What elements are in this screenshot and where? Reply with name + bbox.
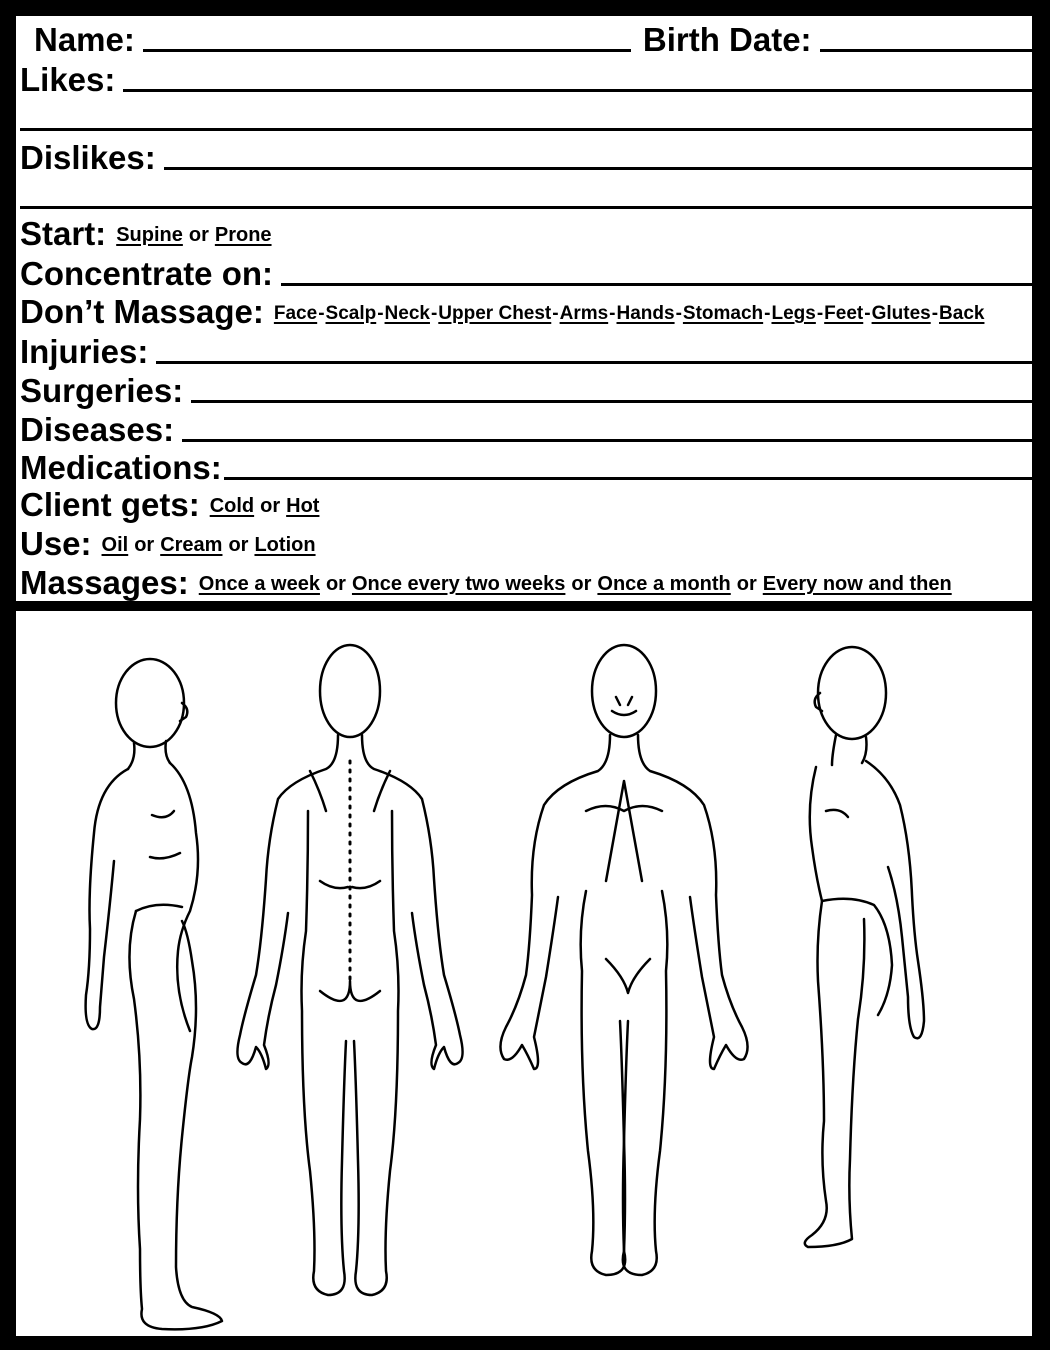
diseases-row	[20, 406, 1032, 446]
part-arms[interactable]: Arms	[559, 303, 609, 324]
likes-field-line-2[interactable]	[20, 128, 1032, 131]
part-neck[interactable]: Neck	[384, 303, 430, 324]
injuries-label: Injuries:	[20, 333, 149, 370]
part-hands[interactable]: Hands	[616, 303, 675, 324]
birth-date-field[interactable]	[820, 49, 1032, 52]
part-scalp[interactable]: Scalp	[325, 303, 377, 324]
concentrate-row	[20, 250, 1032, 290]
start-label: Start:	[20, 215, 107, 252]
part-face[interactable]: Face	[273, 303, 318, 324]
birth-date-label: Birth Date:	[642, 21, 812, 58]
use-row	[20, 522, 1032, 560]
dont-massage-label: Don’t Massage:	[20, 293, 264, 330]
figure-front[interactable]	[500, 645, 747, 1275]
massages-weekly[interactable]: Once a week	[198, 573, 320, 595]
figure-side-right[interactable]	[805, 647, 924, 1247]
or-text: or	[188, 224, 209, 246]
figure-side-left[interactable]	[86, 659, 222, 1329]
dislikes-field-line-2[interactable]	[20, 206, 1032, 209]
medications-field[interactable]	[224, 477, 1032, 480]
name-label: Name:	[34, 21, 135, 58]
part-glutes[interactable]: Glutes	[871, 303, 931, 324]
dislikes-row	[20, 134, 1032, 174]
injuries-row	[20, 328, 1032, 368]
start-option-prone[interactable]: Prone	[214, 224, 272, 246]
intake-form	[16, 16, 1032, 601]
likes-field[interactable]	[123, 89, 1032, 92]
start-row	[20, 212, 1032, 250]
start-option-supine[interactable]: Supine	[116, 224, 183, 246]
use-options: Oil or Cream or Lotion	[101, 534, 316, 556]
part-feet[interactable]: Feet	[824, 303, 864, 324]
client-gets-hot[interactable]: Hot	[286, 495, 320, 517]
part-back[interactable]: Back	[939, 303, 985, 324]
part-upper-chest[interactable]: Upper Chest	[438, 303, 552, 324]
name-field[interactable]	[143, 49, 631, 52]
dislikes-field[interactable]	[164, 167, 1032, 170]
part-legs[interactable]: Legs	[771, 303, 816, 324]
dont-massage-row	[20, 290, 1032, 328]
use-cream[interactable]: Cream	[160, 534, 223, 556]
surgeries-label: Surgeries:	[20, 372, 184, 409]
massages-row	[20, 561, 1032, 599]
likes-label: Likes:	[20, 61, 116, 98]
figure-back[interactable]	[237, 645, 462, 1295]
name-row	[34, 16, 1032, 56]
start-options	[116, 224, 271, 247]
diseases-field[interactable]	[182, 439, 1032, 442]
massages-label: Massages:	[20, 564, 189, 601]
likes-row	[20, 56, 1032, 96]
massages-options: Once a week or Once every two weeks or Once a month or Every now and then	[198, 573, 952, 595]
surgeries-field[interactable]	[191, 400, 1032, 403]
use-label: Use:	[20, 525, 92, 562]
client-gets-options: Cold or Hot	[209, 495, 320, 517]
massages-monthly[interactable]: Once a month	[597, 573, 731, 595]
client-gets-row	[20, 483, 1032, 521]
client-gets-cold[interactable]: Cold	[209, 495, 255, 517]
body-chart	[16, 611, 1032, 1336]
concentrate-field[interactable]	[281, 283, 1032, 286]
diseases-label: Diseases:	[20, 411, 175, 448]
body-figures	[16, 611, 1032, 1336]
client-gets-label: Client gets:	[20, 486, 200, 523]
medications-row	[20, 444, 1032, 484]
medications-label: Medications:	[20, 449, 222, 486]
massages-biweekly[interactable]: Once every two weeks	[351, 573, 566, 595]
surgeries-row	[20, 367, 1032, 407]
use-lotion[interactable]: Lotion	[254, 534, 316, 556]
concentrate-label: Concentrate on:	[20, 255, 274, 292]
use-oil[interactable]: Oil	[101, 534, 129, 556]
dont-massage-options: Face-Scalp-Neck-Upper Chest-Arms-Hands-Stomach-Legs-Feet-Glutes-Back	[273, 303, 985, 324]
dislikes-label: Dislikes:	[20, 139, 156, 176]
part-stomach[interactable]: Stomach	[682, 303, 764, 324]
injuries-field[interactable]	[156, 361, 1032, 364]
massages-occasionally[interactable]: Every now and then	[762, 573, 952, 595]
